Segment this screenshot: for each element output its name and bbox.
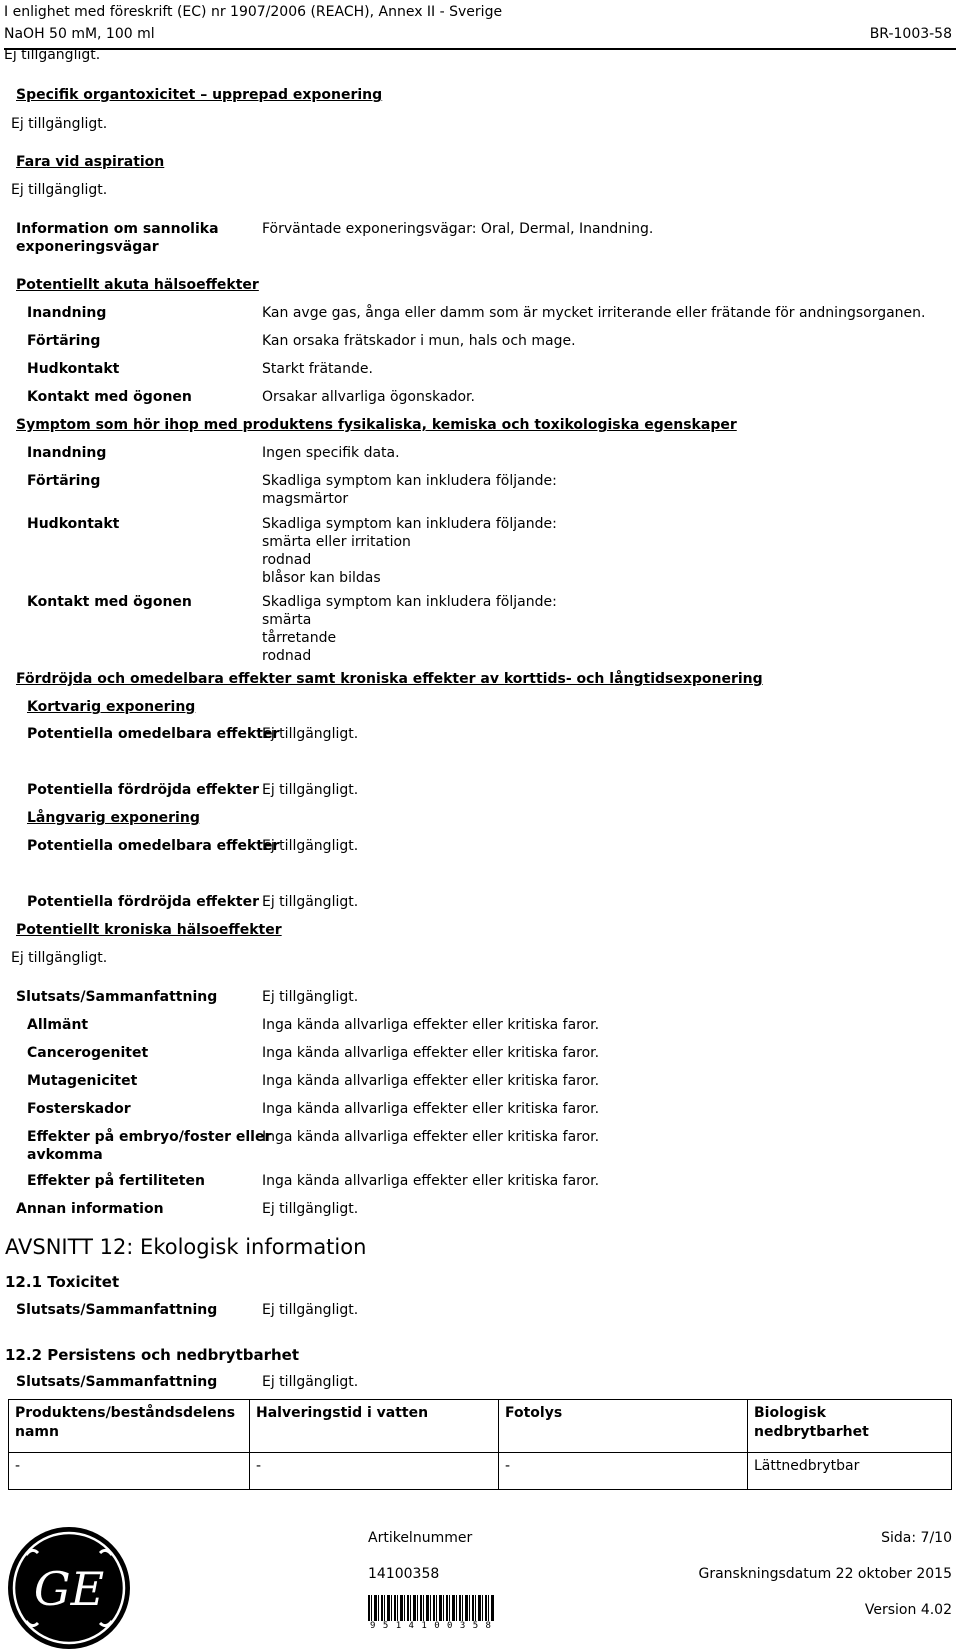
exposure-routes-value: Förväntade exponeringsvägar: Oral, Dermal, Inandning. [262,221,654,237]
long-term-heading: Långvarig exponering [27,810,200,826]
chronic-row-label-2: avkomma [27,1147,103,1163]
acute-label: Förtäring [27,333,101,349]
symptom-line: rodnad [262,552,312,568]
ge-logo [6,1525,132,1651]
chronic-heading: Potentiellt kroniska hälsoeffekter [16,922,282,938]
chronic-summary-label: Slutsats/Sammanfattning [16,989,218,1005]
chronic-row-label: Mutagenicitet [27,1073,138,1089]
table-row [9,1453,952,1490]
other-info-value: Ej tillgängligt. [262,1201,359,1217]
toxicity-summary-value: Ej tillgängligt. [262,1302,359,1318]
persistence-table [8,1399,952,1490]
short-term-heading: Kortvarig exponering [27,699,196,715]
toxicity-heading: 12.1 Toxicitet [5,1273,120,1291]
article-label: Artikelnummer [368,1530,473,1546]
other-info-label: Annan information [16,1201,164,1217]
persistence-heading: 12.2 Persistens och nedbrytbarhet [5,1346,300,1364]
symptom-label: Hudkontakt [27,516,120,532]
aspiration-heading: Fara vid aspiration [16,154,165,170]
barcode [368,1595,494,1631]
acute-label: Hudkontakt [27,361,120,377]
version: Version 4.02 [864,1602,952,1618]
chronic-row-value: Inga kända allvarliga effekter eller kritiska faror. [262,1045,600,1061]
table-header-text: namn [15,1424,59,1440]
regulation-header: I enlighet med föreskrift (EC) nr 1907/2006 (REACH), Annex II - Sverige [4,4,503,20]
table-header-cell: Halveringstid i vatten [250,1400,499,1453]
symptom-label: Förtäring [27,473,101,489]
table-header-cell: Biologisk nedbrytbarhet [748,1400,952,1453]
table-header-text: Produktens/beståndsdelens [15,1405,236,1421]
page-number: Sida: 7/10 [881,1530,952,1546]
symptoms-heading: Symptom som hör ihop med produktens fysikaliska, kemiska och toxikologiska egenskaper [16,417,737,433]
short-immediate-label: Potentiella omedelbara effekter [27,726,280,742]
table-header-cell: Fotolys [499,1400,748,1453]
chronic-row-value: Inga kända allvarliga effekter eller kritiska faror. [262,1129,600,1145]
chronic-summary-value: Ej tillgängligt. [262,989,359,1005]
symptom-line: Skadliga symptom kan inkludera följande: [262,473,557,489]
product-code: BR-1003-58 [869,26,952,42]
short-delayed-value: Ej tillgängligt. [262,782,359,798]
table-cell: - [9,1453,250,1490]
exposure-routes-label-2: exponeringsvägar [16,239,159,255]
table-cell: Lättnedbrytbar [748,1453,952,1490]
table-cell: - [250,1453,499,1490]
short-delayed-label: Potentiella fördröjda effekter [27,782,259,798]
acute-value: Starkt frätande. [262,361,373,377]
chronic-row-value: Inga kända allvarliga effekter eller kritiska faror. [262,1017,600,1033]
chronic-row-label: Effekter på embryo/foster eller [27,1129,272,1145]
toxicity-summary-label: Slutsats/Sammanfattning [16,1302,218,1318]
table-header-row [9,1400,952,1453]
short-immediate-value: Ej tillgängligt. [262,726,359,742]
acute-value: Kan orsaka frätskador i mun, hals och mage. [262,333,576,349]
chronic-row-label: Cancerogenitet [27,1045,149,1061]
delayed-heading: Fördröjda och omedelbara effekter samt kroniska effekter av korttids- och långtidsexponering [16,671,763,687]
symptom-line: rodnad [262,648,312,664]
barcode-digits: 9 5 1 4 1 0 0 3 5 8 [370,1621,492,1631]
barcode-bars [368,1595,494,1621]
symptom-label: Inandning [27,445,107,461]
chronic-row-value: Inga kända allvarliga effekter eller kritiska faror. [262,1173,600,1189]
persistence-summary-value: Ej tillgängligt. [262,1374,359,1390]
symptom-line: smärta eller irritation [262,534,411,550]
chronic-row-value: Inga kända allvarliga effekter eller kritiska faror. [262,1101,600,1117]
symptom-line: smärta [262,612,312,628]
symptom-line: Ingen specifik data. [262,445,400,461]
section-12-title: AVSNITT 12: Ekologisk information [5,1235,367,1259]
symptom-line: Skadliga symptom kan inkludera följande: [262,594,557,610]
long-delayed-label: Potentiella fördröjda effekter [27,894,259,910]
long-immediate-label: Potentiella omedelbara effekter [27,838,280,854]
stot-repeated-value: Ej tillgängligt. [11,116,108,132]
long-immediate-value: Ej tillgängligt. [262,838,359,854]
article-number: 14100358 [368,1566,440,1582]
persistence-summary-label: Slutsats/Sammanfattning [16,1374,218,1390]
chronic-row-label: Fosterskador [27,1101,131,1117]
stot-repeated-heading: Specifik organtoxicitet – upprepad exponering [16,87,383,103]
acute-value: Kan avge gas, ånga eller damm som är mycket irriterande eller frätande för andningsorganen. [262,305,926,321]
table-cell: - [499,1453,748,1490]
acute-label: Kontakt med ögonen [27,389,192,405]
symptom-label: Kontakt med ögonen [27,594,192,610]
chronic-row-value: Inga kända allvarliga effekter eller kritiska faror. [262,1073,600,1089]
product-name: NaOH 50 mM, 100 ml [4,26,155,42]
chronic-row-label: Effekter på fertiliteten [27,1173,205,1189]
chronic-value: Ej tillgängligt. [11,950,108,966]
ge-logo-text: GE [33,1562,105,1616]
exposure-routes-label: Information om sannolika [16,221,219,237]
acute-label: Inandning [27,305,107,321]
acute-heading: Potentiellt akuta hälsoeffekter [16,277,259,293]
carryover-value: Ej tillgängligt. [4,47,101,63]
aspiration-value: Ej tillgängligt. [11,182,108,198]
symptom-line: Skadliga symptom kan inkludera följande: [262,516,557,532]
review-date: Granskningsdatum 22 oktober 2015 [698,1566,952,1582]
symptom-line: magsmärtor [262,491,349,507]
table-header-cell [9,1400,250,1453]
symptom-line: tårretande [262,630,337,646]
long-delayed-value: Ej tillgängligt. [262,894,359,910]
chronic-row-label: Allmänt [27,1017,89,1033]
acute-value: Orsakar allvarliga ögonskador. [262,389,475,405]
header-rule [4,48,956,50]
symptom-line: blåsor kan bildas [262,570,381,586]
